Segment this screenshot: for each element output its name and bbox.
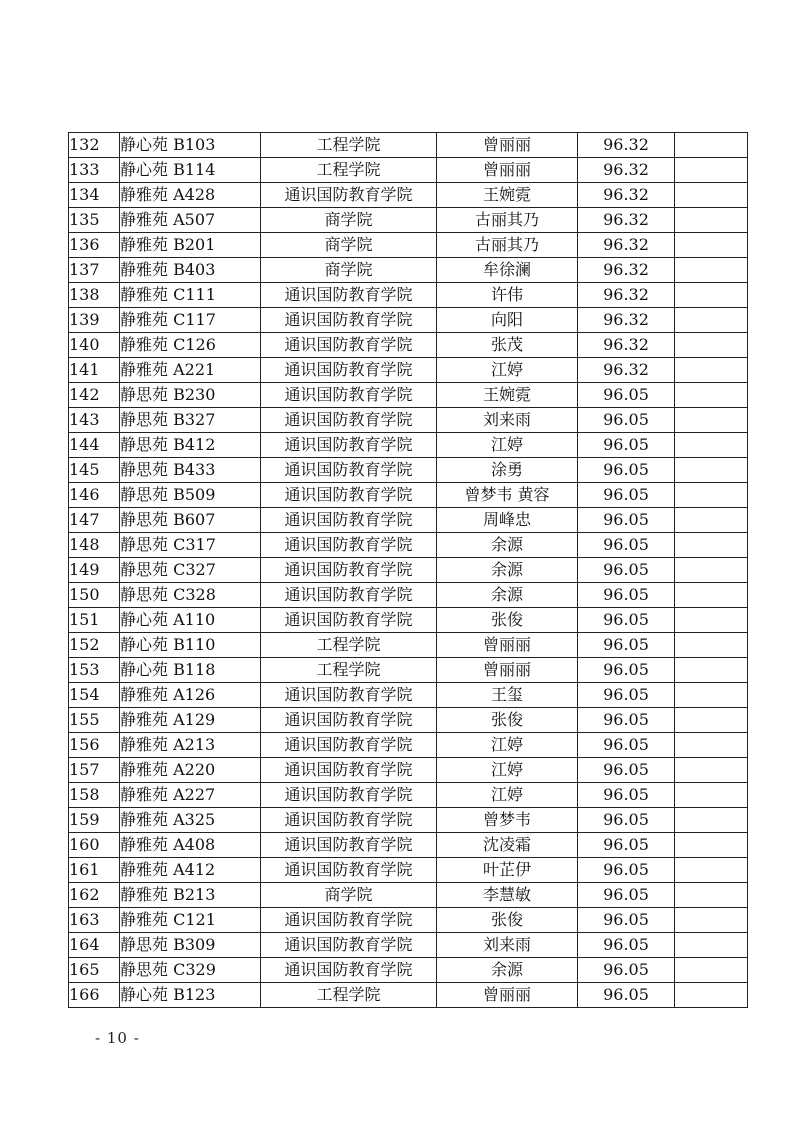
score-cell: 96.05 [578,558,675,583]
college-cell: 工程学院 [261,133,437,158]
table-row [69,883,748,908]
dorm-room-cell: 静雅苑 B213 [120,883,261,908]
table-row [69,833,748,858]
score-cell: 96.05 [578,758,675,783]
remark-cell [675,508,748,533]
counselor-cell: 江婷 [437,733,578,758]
counselor-cell: 曾丽丽 [437,133,578,158]
remark-cell [675,933,748,958]
counselor-cell: 沈凌霜 [437,833,578,858]
score-cell: 96.32 [578,308,675,333]
score-cell: 96.05 [578,808,675,833]
dorm-room-cell: 静心苑 B103 [120,133,261,158]
college-cell: 通识国防教育学院 [261,708,437,733]
score-cell: 96.32 [578,208,675,233]
counselor-cell: 刘来雨 [437,408,578,433]
table-row [69,458,748,483]
dorm-room-cell: 静雅苑 A129 [120,708,261,733]
table-row [69,633,748,658]
rank-number-cell: 147 [69,508,120,533]
table-row [69,933,748,958]
remark-cell [675,283,748,308]
counselor-cell: 曾丽丽 [437,633,578,658]
rank-number-cell: 152 [69,633,120,658]
score-cell: 96.05 [578,983,675,1008]
college-cell: 工程学院 [261,658,437,683]
table-row [69,183,748,208]
remark-cell [675,908,748,933]
table-row [69,283,748,308]
dorm-room-cell: 静思苑 C317 [120,533,261,558]
rank-number-cell: 155 [69,708,120,733]
college-cell: 通识国防教育学院 [261,933,437,958]
rank-number-cell: 154 [69,683,120,708]
dorm-room-cell: 静思苑 C329 [120,958,261,983]
counselor-cell: 江婷 [437,758,578,783]
dorm-room-cell: 静雅苑 C117 [120,308,261,333]
score-cell: 96.05 [578,483,675,508]
college-cell: 通识国防教育学院 [261,383,437,408]
college-cell: 通识国防教育学院 [261,333,437,358]
dorm-room-cell: 静思苑 B230 [120,383,261,408]
table-row [69,683,748,708]
dorm-room-cell: 静雅苑 B201 [120,233,261,258]
college-cell: 通识国防教育学院 [261,283,437,308]
table-row [69,208,748,233]
table-row [69,358,748,383]
counselor-cell: 余源 [437,558,578,583]
remark-cell [675,608,748,633]
table-row [69,408,748,433]
remark-cell [675,683,748,708]
table-row [69,958,748,983]
rank-number-cell: 139 [69,308,120,333]
rank-number-cell: 148 [69,533,120,558]
remark-cell [675,558,748,583]
score-cell: 96.05 [578,458,675,483]
table-row [69,383,748,408]
dorm-room-cell: 静思苑 B327 [120,408,261,433]
counselor-cell: 余源 [437,533,578,558]
score-cell: 96.32 [578,358,675,383]
score-cell: 96.05 [578,733,675,758]
remark-cell [675,358,748,383]
dorm-room-cell: 静思苑 B509 [120,483,261,508]
remark-cell [675,708,748,733]
remark-cell [675,233,748,258]
counselor-cell: 古丽其乃 [437,208,578,233]
counselor-cell: 王婉霓 [437,383,578,408]
table-row [69,433,748,458]
counselor-cell: 王婉霓 [437,183,578,208]
counselor-cell: 向阳 [437,308,578,333]
remark-cell [675,883,748,908]
score-cell: 96.32 [578,333,675,358]
table-row [69,808,748,833]
counselor-cell: 曾丽丽 [437,658,578,683]
remark-cell [675,958,748,983]
college-cell: 通识国防教育学院 [261,408,437,433]
rank-number-cell: 166 [69,983,120,1008]
dorm-room-cell: 静雅苑 A213 [120,733,261,758]
remark-cell [675,483,748,508]
counselor-cell: 叶芷伊 [437,858,578,883]
score-cell: 96.05 [578,583,675,608]
rank-number-cell: 156 [69,733,120,758]
dorm-room-cell: 静雅苑 B403 [120,258,261,283]
table-row [69,508,748,533]
rank-number-cell: 132 [69,133,120,158]
remark-cell [675,133,748,158]
college-cell: 通识国防教育学院 [261,183,437,208]
table-row [69,783,748,808]
remark-cell [675,583,748,608]
counselor-cell: 古丽其乃 [437,233,578,258]
remark-cell [675,533,748,558]
college-cell: 通识国防教育学院 [261,783,437,808]
rank-number-cell: 142 [69,383,120,408]
rank-number-cell: 143 [69,408,120,433]
table-row [69,258,748,283]
college-cell: 通识国防教育学院 [261,683,437,708]
remark-cell [675,383,748,408]
college-cell: 通识国防教育学院 [261,533,437,558]
score-cell: 96.05 [578,658,675,683]
college-cell: 工程学院 [261,983,437,1008]
counselor-cell: 张俊 [437,608,578,633]
rank-number-cell: 141 [69,358,120,383]
rank-number-cell: 159 [69,808,120,833]
dorm-room-cell: 静雅苑 A325 [120,808,261,833]
score-cell: 96.05 [578,633,675,658]
rank-number-cell: 133 [69,158,120,183]
table-row [69,583,748,608]
remark-cell [675,758,748,783]
college-cell: 商学院 [261,258,437,283]
counselor-cell: 刘来雨 [437,933,578,958]
score-cell: 96.05 [578,533,675,558]
dorm-room-cell: 静雅苑 A412 [120,858,261,883]
table-row [69,558,748,583]
counselor-cell: 张俊 [437,908,578,933]
rank-number-cell: 161 [69,858,120,883]
college-cell: 通识国防教育学院 [261,733,437,758]
score-cell: 96.05 [578,883,675,908]
table-row [69,333,748,358]
score-cell: 96.05 [578,833,675,858]
dorm-room-cell: 静雅苑 A126 [120,683,261,708]
counselor-cell: 王玺 [437,683,578,708]
rank-number-cell: 158 [69,783,120,808]
rank-number-cell: 153 [69,658,120,683]
rank-number-cell: 137 [69,258,120,283]
college-cell: 通识国防教育学院 [261,433,437,458]
rank-number-cell: 136 [69,233,120,258]
college-cell: 通识国防教育学院 [261,308,437,333]
remark-cell [675,258,748,283]
dorm-room-cell: 静雅苑 A507 [120,208,261,233]
score-cell: 96.05 [578,683,675,708]
counselor-cell: 张俊 [437,708,578,733]
remark-cell [675,833,748,858]
score-cell: 96.32 [578,133,675,158]
remark-cell [675,408,748,433]
college-cell: 通识国防教育学院 [261,908,437,933]
dorm-room-cell: 静雅苑 A220 [120,758,261,783]
rank-number-cell: 151 [69,608,120,633]
counselor-cell: 张茂 [437,333,578,358]
remark-cell [675,158,748,183]
counselor-cell: 江婷 [437,433,578,458]
rank-number-cell: 146 [69,483,120,508]
rank-number-cell: 163 [69,908,120,933]
table-row [69,308,748,333]
table-row [69,533,748,558]
college-cell: 通识国防教育学院 [261,833,437,858]
remark-cell [675,183,748,208]
rank-number-cell: 157 [69,758,120,783]
rank-number-cell: 150 [69,583,120,608]
college-cell: 工程学院 [261,633,437,658]
dorm-room-cell: 静心苑 A110 [120,608,261,633]
counselor-cell: 周峰忠 [437,508,578,533]
score-cell: 96.05 [578,608,675,633]
dorm-room-cell: 静思苑 C328 [120,583,261,608]
score-cell: 96.32 [578,183,675,208]
remark-cell [675,433,748,458]
remark-cell [675,783,748,808]
rank-number-cell: 145 [69,458,120,483]
college-cell: 商学院 [261,883,437,908]
counselor-cell: 曾梦韦 [437,808,578,833]
score-cell: 96.05 [578,933,675,958]
counselor-cell: 江婷 [437,358,578,383]
remark-cell [675,858,748,883]
score-cell: 96.32 [578,283,675,308]
college-cell: 通识国防教育学院 [261,758,437,783]
counselor-cell: 曾梦韦 黄容 [437,483,578,508]
dorm-room-cell: 静思苑 B309 [120,933,261,958]
counselor-cell: 曾丽丽 [437,983,578,1008]
rank-number-cell: 164 [69,933,120,958]
score-cell: 96.32 [578,158,675,183]
counselor-cell: 余源 [437,583,578,608]
remark-cell [675,633,748,658]
score-cell: 96.05 [578,408,675,433]
college-cell: 通识国防教育学院 [261,483,437,508]
remark-cell [675,983,748,1008]
counselor-cell: 江婷 [437,783,578,808]
college-cell: 通识国防教育学院 [261,558,437,583]
dorm-room-cell: 静思苑 B412 [120,433,261,458]
college-cell: 商学院 [261,233,437,258]
table-row [69,133,748,158]
dorm-room-cell: 静思苑 C327 [120,558,261,583]
table-row [69,708,748,733]
rank-number-cell: 162 [69,883,120,908]
dorm-room-cell: 静心苑 B123 [120,983,261,1008]
table-row [69,658,748,683]
score-cell: 96.05 [578,858,675,883]
dormitory-score-table [68,132,748,1008]
counselor-cell: 牟徐澜 [437,258,578,283]
page-number: - 10 - [95,1029,140,1047]
table-row [69,758,748,783]
table-row [69,233,748,258]
rank-number-cell: 138 [69,283,120,308]
score-cell: 96.05 [578,433,675,458]
score-cell: 96.05 [578,508,675,533]
table-body [69,133,748,1008]
rank-number-cell: 134 [69,183,120,208]
dorm-room-cell: 静雅苑 A408 [120,833,261,858]
rank-number-cell: 144 [69,433,120,458]
remark-cell [675,333,748,358]
rank-number-cell: 160 [69,833,120,858]
dorm-room-cell: 静雅苑 C126 [120,333,261,358]
college-cell: 商学院 [261,208,437,233]
table-row [69,158,748,183]
dorm-room-cell: 静雅苑 A227 [120,783,261,808]
dorm-room-cell: 静思苑 B433 [120,458,261,483]
dorm-room-cell: 静思苑 B607 [120,508,261,533]
score-cell: 96.05 [578,908,675,933]
college-cell: 通识国防教育学院 [261,358,437,383]
dorm-room-cell: 静心苑 B118 [120,658,261,683]
college-cell: 工程学院 [261,158,437,183]
counselor-cell: 李慧敏 [437,883,578,908]
rank-number-cell: 135 [69,208,120,233]
counselor-cell: 曾丽丽 [437,158,578,183]
score-cell: 96.05 [578,958,675,983]
remark-cell [675,208,748,233]
dorm-room-cell: 静心苑 B114 [120,158,261,183]
dorm-room-cell: 静雅苑 A428 [120,183,261,208]
counselor-cell: 涂勇 [437,458,578,483]
counselor-cell: 许伟 [437,283,578,308]
college-cell: 通识国防教育学院 [261,858,437,883]
score-cell: 96.05 [578,783,675,808]
rank-number-cell: 165 [69,958,120,983]
table-row [69,608,748,633]
table-row [69,983,748,1008]
rank-number-cell: 149 [69,558,120,583]
remark-cell [675,658,748,683]
remark-cell [675,458,748,483]
college-cell: 通识国防教育学院 [261,458,437,483]
table-row [69,908,748,933]
remark-cell [675,733,748,758]
dorm-room-cell: 静心苑 B110 [120,633,261,658]
rank-number-cell: 140 [69,333,120,358]
table-row [69,733,748,758]
counselor-cell: 余源 [437,958,578,983]
dorm-room-cell: 静雅苑 C111 [120,283,261,308]
score-cell: 96.32 [578,233,675,258]
remark-cell [675,808,748,833]
dorm-room-cell: 静雅苑 C121 [120,908,261,933]
college-cell: 通识国防教育学院 [261,583,437,608]
college-cell: 通识国防教育学院 [261,808,437,833]
score-cell: 96.05 [578,383,675,408]
college-cell: 通识国防教育学院 [261,508,437,533]
score-cell: 96.05 [578,708,675,733]
table-row [69,858,748,883]
score-cell: 96.32 [578,258,675,283]
dorm-room-cell: 静雅苑 A221 [120,358,261,383]
college-cell: 通识国防教育学院 [261,608,437,633]
remark-cell [675,308,748,333]
table-row [69,483,748,508]
college-cell: 通识国防教育学院 [261,958,437,983]
